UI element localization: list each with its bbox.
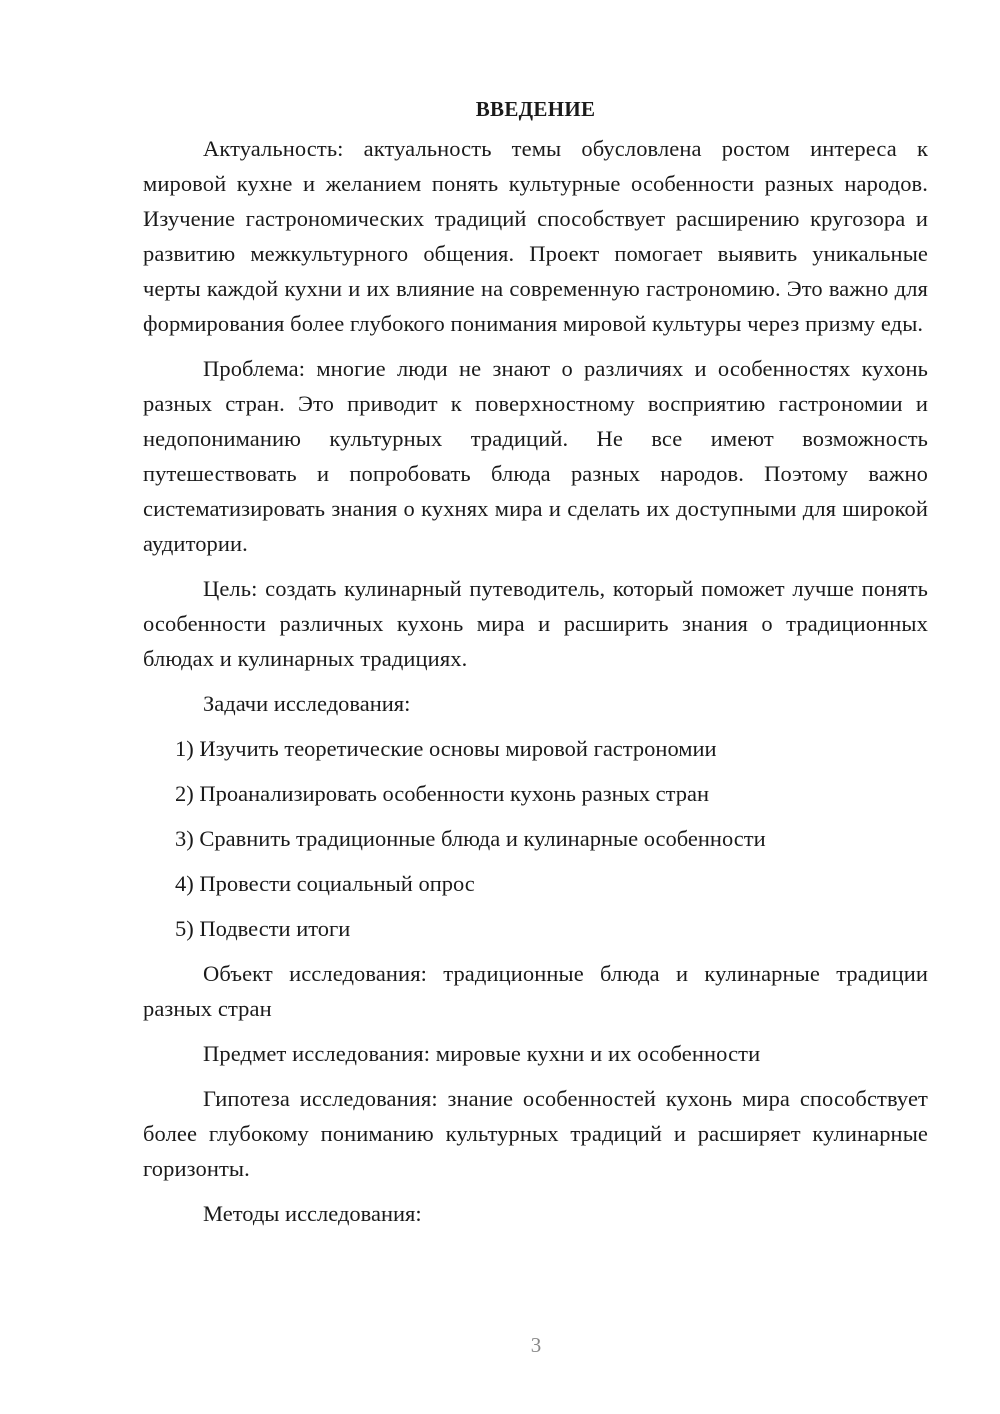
task-item: 5) Подвести итоги xyxy=(175,916,351,941)
tasks-title: Задачи исследования: xyxy=(203,691,411,716)
tasks-list xyxy=(143,731,928,946)
object-paragraph: Объект исследования: традиционные блюда и кулинарные традиции разных стран xyxy=(143,961,928,1021)
task-item: 2) Проанализировать особенности кухонь разных стран xyxy=(175,781,710,806)
methods-title: Методы исследования: xyxy=(203,1201,422,1226)
task-item: 1) Изучить теоретические основы мировой гастрономии xyxy=(175,736,717,761)
task-item: 4) Провести социальный опрос xyxy=(175,871,475,896)
subject-paragraph: Предмет исследования: мировые кухни и их особенности xyxy=(203,1041,761,1066)
task-item: 3) Сравнить традиционные блюда и кулинарные особенности xyxy=(175,826,766,851)
problem-paragraph: Проблема: многие люди не знают о различиях и особенностях кухонь разных стран. Это приводит к поверхностному восприятию гастрономии и недопониманию культурных традиций. Не все имеют возможность путешествовать и попробовать блюда разных народов. Поэтому важно систематизировать знания о кухнях мира и сделать их доступными для широкой аудитории. xyxy=(143,356,928,556)
page-number: 3 xyxy=(530,1333,542,1357)
hypothesis-paragraph: Гипотеза исследования: знание особенностей кухонь мира способствует более глубокому пониманию культурных традиций и расширяет кулинарные горизонты. xyxy=(143,1086,928,1181)
document-page xyxy=(143,92,928,1241)
section-heading: ВВЕДЕНИЕ xyxy=(475,97,596,121)
goal-paragraph: Цель: создать кулинарный путеводитель, который поможет лучше понять особенности различных кухонь мира и расширить знания о традиционных блюдах и кулинарных традициях. xyxy=(143,576,928,671)
relevance-paragraph: Актуальность: актуальность темы обусловлена ростом интереса к мировой кухне и желанием понять культурные особенности разных народов. Изучение гастрономических традиций способствует расширению кругозора и развитию межкультурного общения. Проект помогает выявить уникальные черты каждой кухни и их влияние на современную гастрономию. Это важно для формирования более глубокого понимания мировой культуры через призму еды. xyxy=(143,136,928,336)
